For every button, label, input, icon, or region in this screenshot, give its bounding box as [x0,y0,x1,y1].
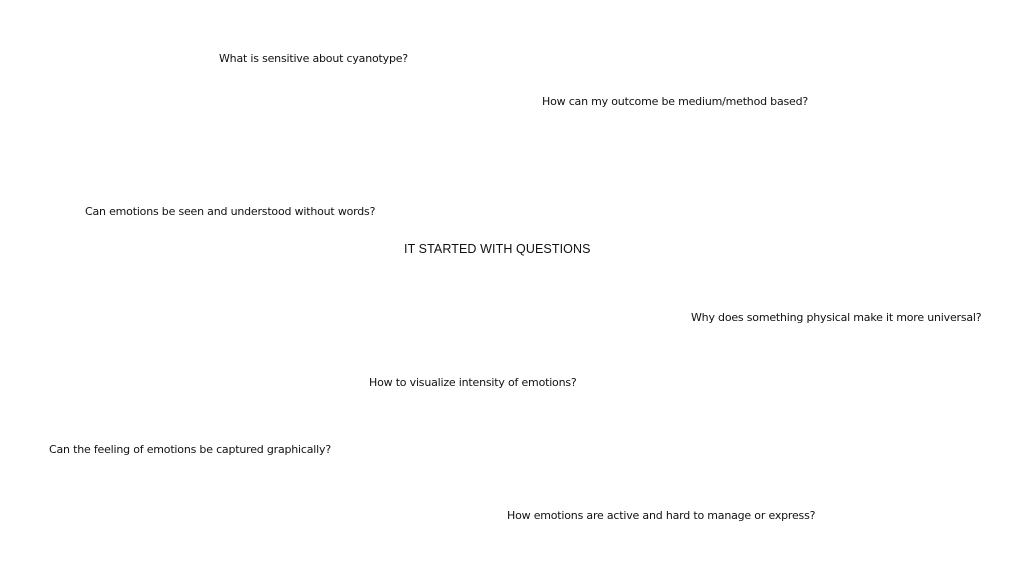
question-text: How to visualize intensity of emotions? [369,376,577,389]
question-text: Can emotions be seen and understood without words? [85,205,376,218]
question-text: Can the feeling of emotions be captured graphically? [49,443,331,456]
question-text: Why does something physical make it more universal? [691,311,982,324]
question-text: What is sensitive about cyanotype? [219,52,408,65]
question-text: How can my outcome be medium/method based? [542,95,809,108]
question-text: How emotions are active and hard to manage or express? [507,509,816,522]
page-title: IT STARTED WITH QUESTIONS [404,242,591,256]
